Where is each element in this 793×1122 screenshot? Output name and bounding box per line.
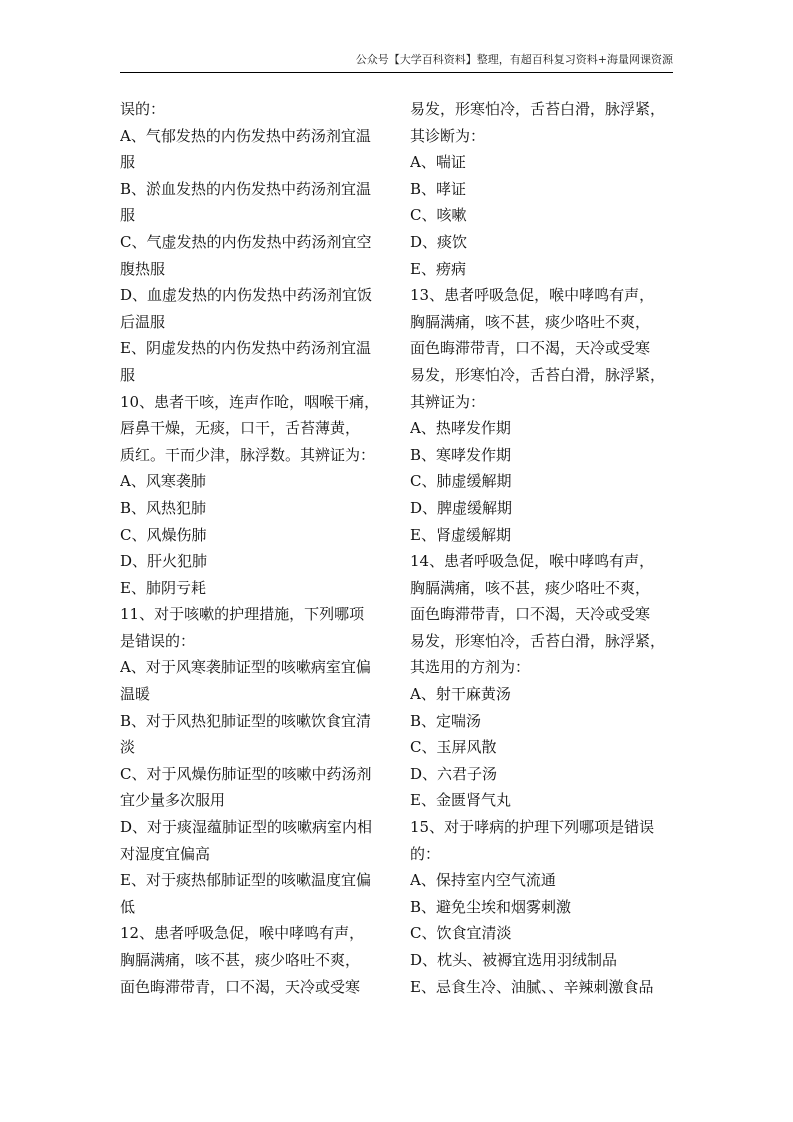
header-text: 公众号【大学百科资料】整理，有超百科复习资料+海量网课资源 bbox=[355, 53, 673, 66]
text-line: C、玉屏风散 bbox=[410, 738, 497, 757]
text-line: B、风热犯肺 bbox=[120, 498, 207, 517]
text-line: 胸膈满痛，咳不甚，痰少咯吐不爽， bbox=[410, 312, 651, 331]
text-line: E、金匮肾气丸 bbox=[410, 791, 511, 810]
text-line: 唇鼻干燥，无痰，口干，舌苔薄黄， bbox=[120, 419, 361, 438]
text-line: E、忌食生冷、油腻、、辛辣刺激食品 bbox=[410, 977, 654, 996]
text-line: 腹热服 bbox=[120, 259, 166, 278]
text-line: 服 bbox=[120, 365, 136, 384]
text-line: 服 bbox=[120, 206, 136, 225]
text-line: 低 bbox=[120, 897, 136, 916]
text-line: E、肾虚缓解期 bbox=[410, 525, 511, 544]
text-line: C、咳嗽 bbox=[410, 206, 467, 225]
text-line: 是错误的： bbox=[120, 631, 196, 650]
text-line: 12、患者呼吸急促，喉中哮鸣有声， bbox=[120, 924, 365, 943]
text-line: D、六君子汤 bbox=[410, 764, 498, 783]
text-line: 易发，形寒怕冷，舌苔白滑，脉浮紧， bbox=[410, 100, 666, 118]
text-line: 其辨证为： bbox=[410, 392, 486, 411]
text-line: A、热哮发作期 bbox=[410, 419, 511, 438]
text-line: 淡 bbox=[120, 738, 136, 757]
text-line: 胸膈满痛，咳不甚，痰少咯吐不爽， bbox=[410, 578, 651, 597]
text-line: 的： bbox=[410, 844, 441, 863]
text-line: B、对于风热犯肺证型的咳嗽饮食宜清 bbox=[120, 711, 372, 730]
text-line: D、痰饮 bbox=[410, 232, 468, 251]
text-line: A、保持室内空气流通 bbox=[410, 871, 556, 890]
text-line: D、对于痰湿蕴肺证型的咳嗽病室内相 bbox=[120, 818, 373, 837]
text-line: B、淤血发热的内伤发热中药汤剂宜温 bbox=[120, 179, 372, 198]
text-line: 11、对于咳嗽的护理措施，下列哪项 bbox=[120, 605, 365, 624]
page-header bbox=[120, 52, 673, 73]
text-line: 面色晦滞带青，口不渴，天冷或受寒 bbox=[120, 977, 361, 996]
text-line: 易发，形寒怕冷，舌苔白滑，脉浮紧， bbox=[410, 365, 666, 384]
text-line: 后温服 bbox=[120, 312, 166, 331]
right-column bbox=[410, 96, 678, 1000]
text-line: 面色晦滞带青，口不渴，天冷或受寒 bbox=[410, 605, 651, 624]
text-line: E、对于痰热郁肺证型的咳嗽温度宜偏 bbox=[120, 871, 371, 890]
text-line: E、阴虚发热的内伤发热中药汤剂宜温 bbox=[120, 339, 371, 358]
text-line: 易发，形寒怕冷，舌苔白滑，脉浮紧， bbox=[410, 631, 666, 650]
text-line: 其诊断为： bbox=[410, 126, 486, 145]
text-line: D、脾虚缓解期 bbox=[410, 498, 513, 517]
text-line: D、血虚发热的内伤发热中药汤剂宜饭 bbox=[120, 286, 373, 305]
text-line: C、饮食宜清淡 bbox=[410, 924, 512, 943]
text-line: C、气虚发热的内伤发热中药汤剂宜空 bbox=[120, 232, 372, 251]
text-line: A、风寒袭肺 bbox=[120, 472, 206, 491]
text-line: 胸膈满痛，咳不甚，痰少咯吐不爽， bbox=[120, 951, 361, 969]
text-line: 质红。干而少津，脉浮数。其辨证为： bbox=[120, 445, 376, 464]
text-line: 10、患者干咳，连声作呛，咽喉干痛， bbox=[120, 392, 380, 411]
text-line: A、射干麻黄汤 bbox=[410, 685, 511, 704]
text-line: C、风燥伤肺 bbox=[120, 525, 207, 544]
text-line: 宜少量多次服用 bbox=[120, 791, 226, 810]
text-line: A、对于风寒袭肺证型的咳嗽病室宜偏 bbox=[120, 658, 371, 677]
text-line: 面色晦滞带青，口不渴，天冷或受寒 bbox=[410, 339, 651, 358]
text-line: 14、患者呼吸急促，喉中哮鸣有声， bbox=[410, 552, 655, 571]
text-line: 13、患者呼吸急促，喉中哮鸣有声， bbox=[410, 286, 655, 305]
text-line: 服 bbox=[120, 153, 136, 172]
text-line: B、哮证 bbox=[410, 179, 467, 198]
text-line: 对湿度宜偏高 bbox=[120, 844, 211, 863]
text-line: A、喘证 bbox=[410, 153, 466, 172]
text-line: C、肺虚缓解期 bbox=[410, 472, 512, 491]
text-line: E、肺阴亏耗 bbox=[120, 578, 206, 597]
text-line: 温暖 bbox=[120, 685, 151, 704]
text-line: B、寒哮发作期 bbox=[410, 445, 512, 464]
text-line: B、定喘汤 bbox=[410, 711, 482, 730]
text-line: D、肝火犯肺 bbox=[120, 552, 208, 571]
text-line: D、枕头、被褥宜选用羽绒制品 bbox=[410, 951, 618, 969]
text-line: C、对于风燥伤肺证型的咳嗽中药汤剂 bbox=[120, 764, 372, 783]
text-line: 其选用的方剂为： bbox=[410, 658, 531, 677]
text-line: 误的： bbox=[120, 100, 166, 118]
left-column bbox=[120, 96, 388, 1000]
text-line: 15、对于哮病的护理下列哪项是错误 bbox=[410, 818, 655, 837]
text-line: B、避免尘埃和烟雾刺激 bbox=[410, 897, 572, 916]
text-line: E、痨病 bbox=[410, 259, 466, 278]
text-line: A、气郁发热的内伤发热中药汤剂宜温 bbox=[120, 126, 371, 145]
